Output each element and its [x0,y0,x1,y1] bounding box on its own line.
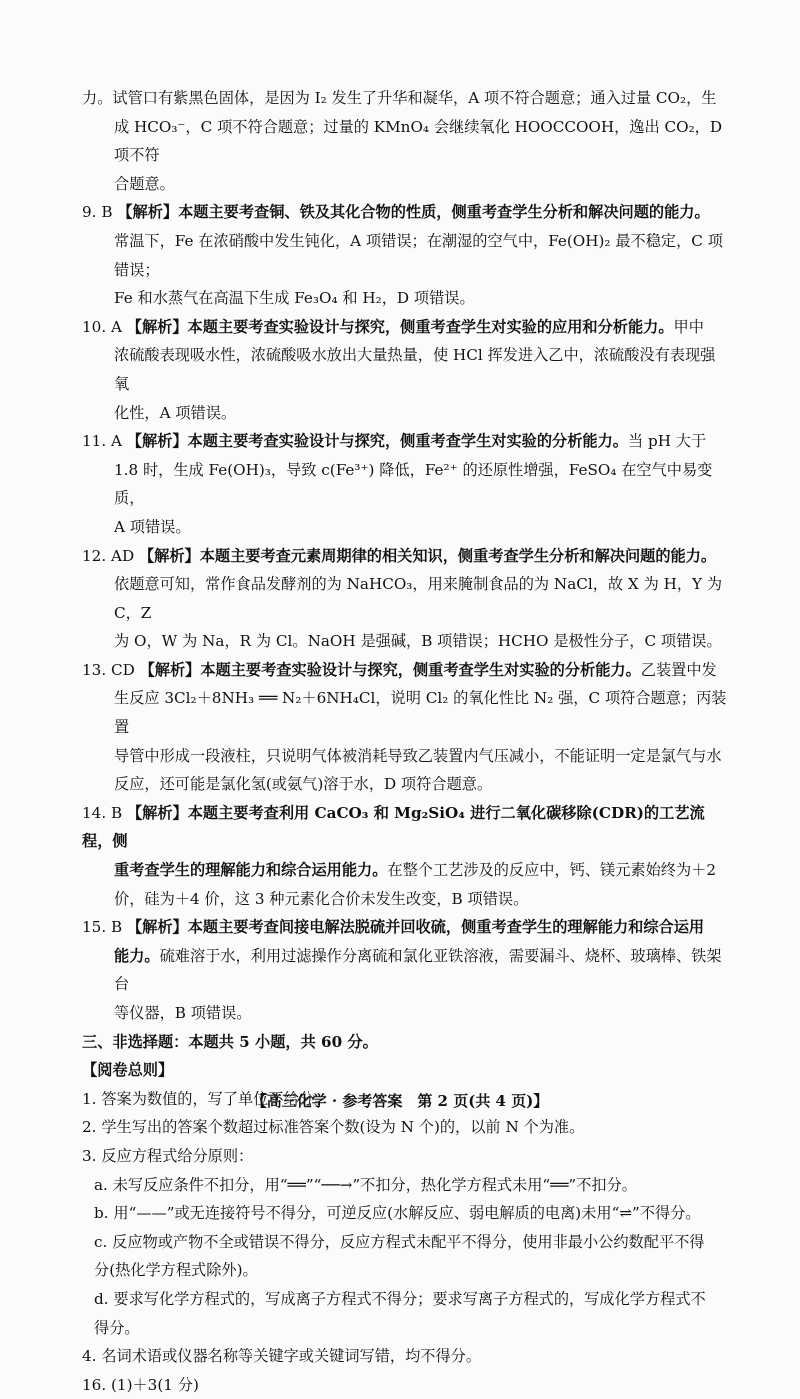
analysis-lead-continued: 能力。 [114,946,160,965]
analysis-tag: 【解析】 [126,432,188,451]
text-line: b. 用“——”或无连接符号不得分，可逆反应(水解反应、弱电解质的电离)未用“⇌”不得分。 [94,1204,701,1223]
question-number: 9. B [82,203,113,222]
text-line: 浓硫酸表现吸水性，浓硫酸吸水放出大量热量，使 HCl 挥发进入乙中，浓硫酸没有表现强氧 [114,346,716,393]
analysis-lead: 本题主要考查铜、铁及其化合物的性质，侧重考查学生分析和解决问题的能力。 [178,203,710,222]
subrule-d [82,1285,730,1342]
analysis-lead: 本题主要考查元素周期律的相关知识，侧重考查学生分析和解决问题的能力。 [199,546,717,565]
analysis-tail: 甲中 [673,317,704,336]
text-line: 生反应 3Cl₂＋8NH₃ ══ N₂＋6NH₄Cl，说明 Cl₂ 的氧化性比 N₂ 强，C 项符合题意；丙装置 [114,689,727,737]
analysis-tail: 当 pH 大于 [627,432,707,451]
page-footer: 【高三化学 · 参考答案 第 2 页(共 4 页)】 [251,1092,549,1110]
question-number: 10. A [82,317,122,336]
analysis-tag: 【解析】 [126,317,188,336]
analysis-lead: 本题主要考查间接电解法脱硫并回收硫，侧重考查学生的理解能力和综合运用 [187,918,705,937]
answer-item-15 [82,913,730,1027]
section-title: 三、非选择题：本题共 5 小题，共 60 分。 [82,1032,378,1051]
text-line: 硫难溶于水，利用过滤操作分离硫和氯化亚铁溶液，需要漏斗、烧杯、玻璃棒、铁架台 [114,946,722,994]
text-line: 力。试管口有紫黑色固体，是因为 I₂ 发生了升华和凝华，A 项不符合题意；通入过量 CO₂，生 [82,89,717,107]
text-line: 为 O，W 为 Na，R 为 Cl。NaOH 是强碱，B 项错误；HCHO 是极性分子，C 项错误。 [114,632,722,651]
continued-paragraph [82,84,730,198]
question-number: 15. B [82,918,123,937]
question-number: 12. AD [82,546,135,565]
answer-item-16: 16. (1)＋3(1 分) [82,1375,199,1394]
question-number: 11. A [82,432,122,451]
analysis-lead-continued: 重考查学生的理解能力和综合运用能力。 [114,861,388,880]
answer-item-14 [82,799,730,913]
text-line: 依题意可知，常作食品发酵剂的为 NaHCO₃，用来腌制食品的为 NaCl，故 X 为 H，Y 为 C，Z [114,575,723,622]
text-line: 合题意。 [114,174,175,193]
analysis-tag: 【解析】 [126,918,188,937]
text-line: 导管中形成一段液柱，只说明气体被消耗导致乙装置内气压减小，不能证明一定是氯气与水 [114,746,722,765]
text-line: 反应，还可能是氯化氢(或氨气)溶于水，D 项符合题意。 [114,775,493,794]
answer-item-11 [82,427,730,541]
text-line: 成 HCO₃⁻，C 项不符合题意；过量的 KMnO₄ 会继续氧化 HOOCCOOH，逸出 CO₂，D 项不符 [114,117,723,165]
text-line: 分(热化学方程式除外)。 [94,1261,258,1280]
text-line: 价，硅为＋4 价，这 3 种元素化合价未发生改变，B 项错误。 [114,889,529,908]
question-number: 14. B [82,803,123,822]
text-line: a. 未写反应条件不扣分，用“══”“──→”不扣分，热化学方程式未用“══”不扣分。 [94,1175,637,1194]
text-line: c. 反应物或产物不全或错误不得分，反应方程式未配平不得分，使用非最小公约数配平不得 [94,1232,705,1251]
analysis-tag: 【解析】 [117,203,179,222]
answer-item-12 [82,542,730,656]
text-line: d. 要求写化学方程式的，写成离子方程式不得分；要求写离子方程式的，写成化学方程式不 [94,1289,706,1308]
answer-item-13 [82,656,730,799]
answer-item-9 [82,198,730,312]
analysis-lead: 本题主要考查实验设计与探究，侧重考查学生对实验的分析能力。 [187,432,628,451]
text-line: 等仪器，B 项错误。 [114,1004,252,1022]
subrule-b [82,1199,730,1228]
text-line: Fe 和水蒸气在高温下生成 Fe₃O₄ 和 H₂，D 项错误。 [114,289,475,308]
text-line: A 项错误。 [114,517,191,536]
analysis-lead: 本题主要考查实验设计与探究，侧重考查学生对实验的应用和分析能力。 [187,317,674,336]
text-line: 在整个工艺涉及的反应中，钙、镁元素始终为＋2 [387,861,716,880]
question-number: 13. CD [82,660,135,679]
text-line: 常温下，Fe 在浓硝酸中发生钝化，A 项错误；在潮湿的空气中，Fe(OH)₂ 最不稳定，C 项错误； [114,231,723,279]
rules-title: 【阅卷总则】 [82,1061,174,1080]
analysis-lead: 本题主要考查实验设计与探究，侧重考查学生对实验的分析能力。 [200,660,641,679]
analysis-tag: 【解析】 [139,660,201,679]
text-line: 化性，A 项错误。 [114,403,237,422]
rule-item: 2. 学生写出的答案个数超过标准答案个数(设为 N 个)的，以前 N 个为准。 [82,1118,585,1137]
subrule-a [82,1171,730,1200]
analysis-tail: 乙装置中发 [640,660,717,679]
subrule-c [82,1228,730,1285]
analysis-lead: 本题主要考查利用 CaCO₃ 和 Mg₂SiO₄ 进行二氧化碳移除(CDR)的工艺流程，侧 [82,803,705,851]
rule-item: 4. 名词术语或仪器名称等关键字或关键词写错，均不得分。 [82,1347,482,1366]
rule-item: 3. 反应方程式给分原则： [82,1146,254,1165]
analysis-tag: 【解析】 [126,803,188,822]
text-line: 得分。 [94,1318,140,1337]
answer-item-10 [82,313,730,427]
analysis-tag: 【解析】 [138,546,200,565]
text-line: 1.8 时，生成 Fe(OH)₃，导致 c(Fe³⁺) 降低，Fe²⁺ 的还原性增强，FeSO₄ 在空气中易变质， [114,460,713,508]
rule-item: 1. 答案为数值的，写了单位不给分。 [82,1089,330,1108]
